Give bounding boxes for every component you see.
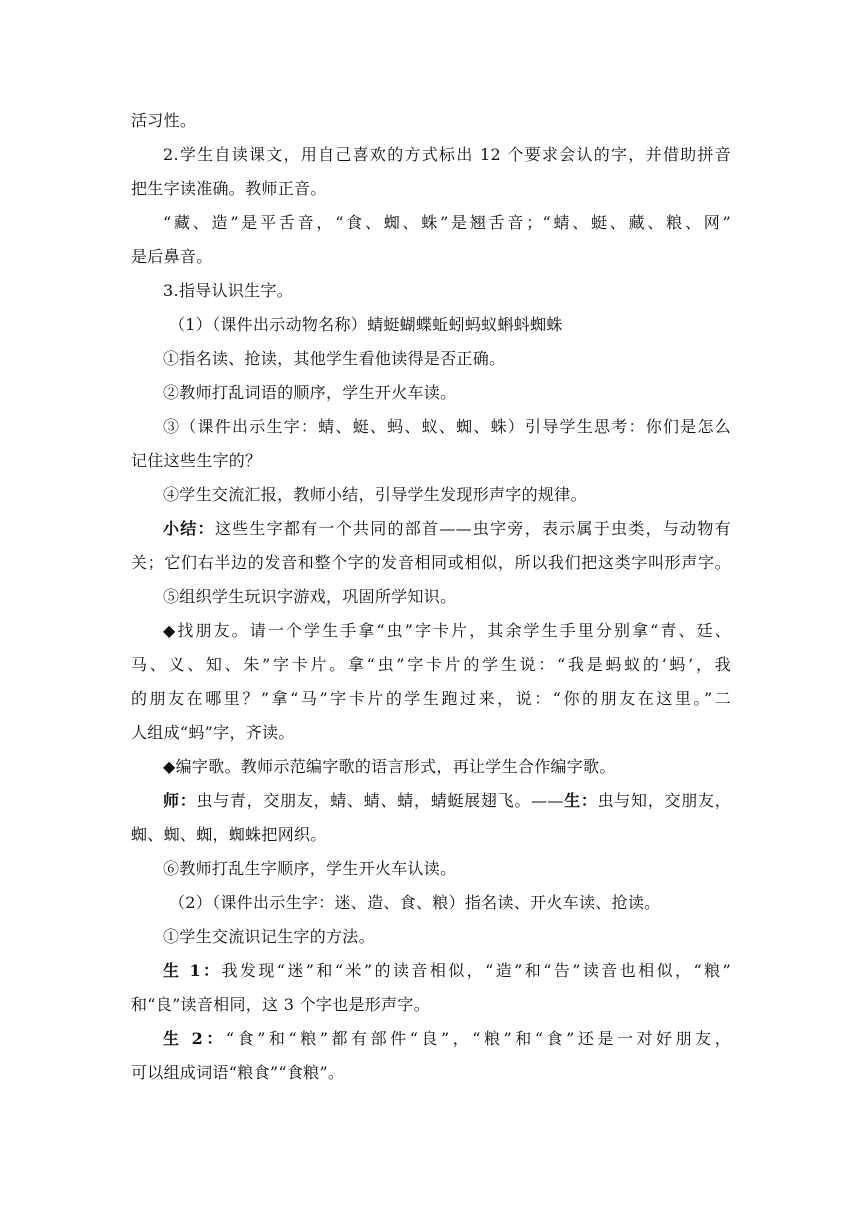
- paragraph-line: ③（课件出示生字：蜻、蜓、蚂、蚁、蜘、蛛）引导学生思考：你们是怎么: [163, 417, 731, 436]
- paragraph-line: 的朋友在哪里？”拿“马”字卡片的学生跑过来，说：“你的朋友在这里。”二: [131, 689, 731, 708]
- paragraph-line: [131, 512, 731, 546]
- paragraph-line: ①指名读、抢读，其他学生看他读得是否正确。: [163, 349, 506, 368]
- paragraph-line: “藏、造”是平舌音，“食、蜘、蛛”是翘舌音；“蜻、蜓、藏、粮、网”: [163, 213, 731, 232]
- student2-label: 生 2：: [163, 1029, 226, 1048]
- paragraph-line: [131, 784, 731, 818]
- paragraph-line: 2.学生自读课文，用自己喜欢的方式标出 12 个要求会认的字，并借助拼音: [163, 145, 731, 164]
- line-text: 虫与青，交朋友，蜻、蜻、蜻，蜻蜓展翅飞。——: [196, 791, 564, 810]
- paragraph-line: [131, 1022, 731, 1056]
- paragraph-line: ◆编字歌。教师示范编字歌的语言形式，再让学生合作编字歌。: [163, 757, 616, 776]
- paragraph-line: 记住这些生字的？: [131, 451, 262, 470]
- paragraph-line: 和“良”读音相同，这 3 个字也是形声字。: [131, 995, 431, 1014]
- line-text: “食”和“粮”都有部件“良”，“粮”和“食”还是一对好朋友，: [225, 1029, 731, 1048]
- student1-label: 生 1：: [163, 961, 222, 980]
- paragraph-line: 可以组成词语“粮食”“食粮”。: [131, 1063, 345, 1082]
- paragraph-line: 人组成“蚂”字，齐读。: [131, 723, 295, 742]
- paragraph-line: 3.指导认识生字。: [163, 281, 293, 300]
- paragraph-line: ②教师打乱词语的顺序，学生开火车读。: [163, 383, 457, 402]
- paragraph-line: （1）（课件出示动物名称）蜻蜓蝴蝶蚯蚓蚂蚁蝌蚪蜘蛛: [169, 315, 563, 334]
- paragraph-line: ④学生交流汇报，教师小结，引导学生发现形声字的规律。: [163, 485, 587, 504]
- line-text: 虫与知，交朋友，: [597, 791, 731, 810]
- paragraph-line: 关；它们右半边的发音和整个字的发音相同或相似，所以我们把这类字叫形声字。: [131, 553, 731, 572]
- paragraph-line: 是后鼻音。: [131, 247, 213, 266]
- summary-label: 小结：: [163, 519, 215, 538]
- paragraph-line: ⑤组织学生玩识字游戏，巩固所学知识。: [163, 587, 457, 606]
- paragraph-line: ◆找朋友。请一个学生手拿“虫”字卡片，其余学生手里分别拿“青、廷、: [163, 621, 731, 640]
- paragraph-line: ⑥教师打乱生字顺序，学生开火车认读。: [163, 859, 457, 878]
- document-body: [131, 104, 731, 1090]
- teacher-label: 师：: [163, 791, 197, 810]
- paragraph-line: 蜘、蜘、蜘，蜘蛛把网织。: [131, 825, 327, 844]
- paragraph-line: 把生字读准确。教师正音。: [131, 179, 327, 198]
- paragraph-line: 马、义、知、朱”字卡片。拿“虫”字卡片的学生说：“我是蚂蚁的‘蚂’，我: [131, 655, 731, 674]
- paragraph-line: 活习性。: [131, 111, 197, 130]
- paragraph-line: [131, 954, 731, 988]
- paragraph-line: ①学生交流识记生字的方法。: [163, 927, 375, 946]
- line-text: 这些生字都有一个共同的部首——虫字旁，表示属于虫类，与动物有: [214, 519, 731, 538]
- student-label: 生：: [563, 791, 598, 810]
- paragraph-line: （2）（课件出示生字：迷、造、食、粮）指名读、开火车读、抢读。: [169, 893, 661, 912]
- line-text: 我发现“迷”和“米”的读音相似，“造”和“告”读音也相似，“粮”: [221, 961, 732, 980]
